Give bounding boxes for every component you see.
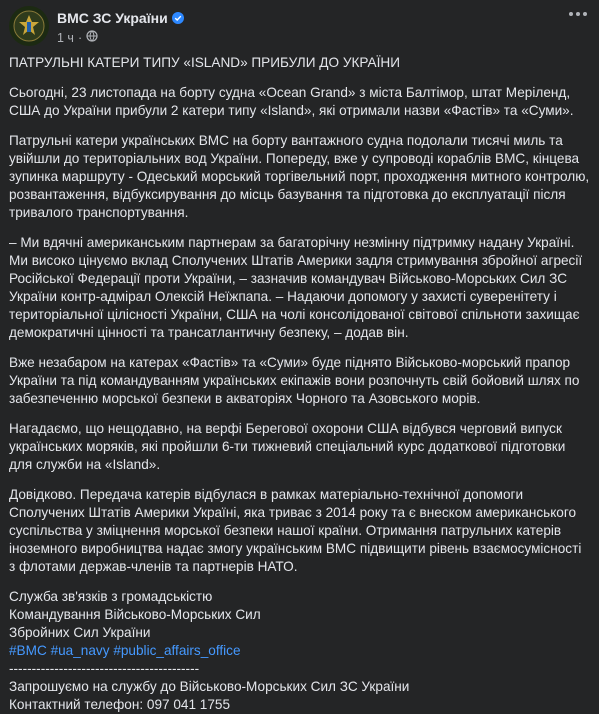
separator-dot: · — [77, 31, 83, 45]
post-paragraph: Сьогодні, 23 листопада на борту судна «Ocean Grand» з міста Балтімор, штат Меріленд, США до України прибули 2 катери типу «Island», які отримали назви «Фастів» та «Суми». — [9, 85, 574, 118]
signature-block — [9, 588, 590, 714]
post-title: ПАТРУЛЬНІ КАТЕРИ ТИПУ «ISLAND» ПРИБУЛИ ДО УКРАЇНИ — [9, 55, 400, 70]
globe-icon — [86, 29, 98, 47]
page-name[interactable]: ВМС ЗС України — [57, 10, 168, 26]
verified-badge-icon — [172, 12, 184, 24]
post-header — [9, 6, 590, 46]
page-avatar[interactable] — [9, 6, 49, 46]
post-paragraph: Вже незабаром на катерах «Фастів» та «Суми» буде піднято Військово-морський прапор України та під командуванням українських екіпажів вони розпочнуть свій бойовий шлях по забезпеченню морської безпеки в акваторіях Чорного та Азовського морів. — [9, 355, 580, 406]
post-paragraph: Нагадаємо, що нещодавно, на верфі Берегової охорони США відбувся черговий випуск українських моряків, які пройшли 6-ти тижневий спеціальний курс додаткової підготовки для служби на «Island». — [9, 421, 566, 472]
post-timestamp[interactable]: 1 ч — [57, 31, 74, 45]
navy-emblem-icon — [13, 10, 45, 42]
more-options-icon[interactable] — [569, 12, 587, 16]
post-paragraph: Довідково. Передача катерів відбулася в рамках матеріально-технічної допомоги Сполучених Штатів Америки Україні, яка триває з 2014 року та є внеском американського суспільства у зміцнення морської безпеки нашої країни. Отримання патрульних катерів іноземного виробництва надає змогу українським ВМС підвищити рівень взаємосумісності з флотами держав-членів та партнерів НАТО. — [9, 487, 582, 574]
post-paragraph: – Ми вдячні американським партнерам за багаторічну незмінну підтримку надану Україні. Ми високо цінуємо вклад Сполучених Штатів Америки задля стримування збройної агресії Російської Федерації проти України, – зазначив командувач Військово-Морських Сил ЗС України контр-адмірал Олексій Неїжпапа. – Надаючи допомогу у захисті суверенітету і територіальної цілісності України, США на чолі консолідованої світової спільноти захищає демократичні цінності та трансатлантичну безпеку, – додав він. — [9, 235, 583, 340]
separator-line: ------------------------------------------ — [9, 661, 200, 676]
contact-phone: Контактний телефон: 097 041 1755 — [9, 697, 231, 712]
footer-line: Запрошуємо на службу до Військово-Морських Сил ЗС України — [9, 679, 410, 694]
hashtag-link[interactable]: #ВМС — [9, 643, 47, 658]
post-body — [9, 54, 590, 714]
signature-line: Командування Військово-Морських Сил — [9, 607, 261, 622]
signature-line: Збройних Сил України — [9, 625, 151, 640]
hashtags — [9, 642, 590, 660]
hashtag-link[interactable]: #ua_navy — [50, 643, 110, 658]
signature-line: Служба зв'язків з громадськістю — [9, 589, 213, 604]
post-paragraph: Патрульні катери українських ВМС на борту вантажного судна подолали тисячі миль та увійшли до територіальних вод України. Попереду, вже у супроводі кораблів ВМС, кінцева зупинка маршруту - Одеський морський торгівельний порт, проходження митного контролю, розвантаження, відбуксирування до місць базування та підготовка до експлуатації після тривалого транспортування. — [9, 133, 590, 220]
hashtag-link[interactable]: #public_affairs_office — [113, 643, 241, 658]
